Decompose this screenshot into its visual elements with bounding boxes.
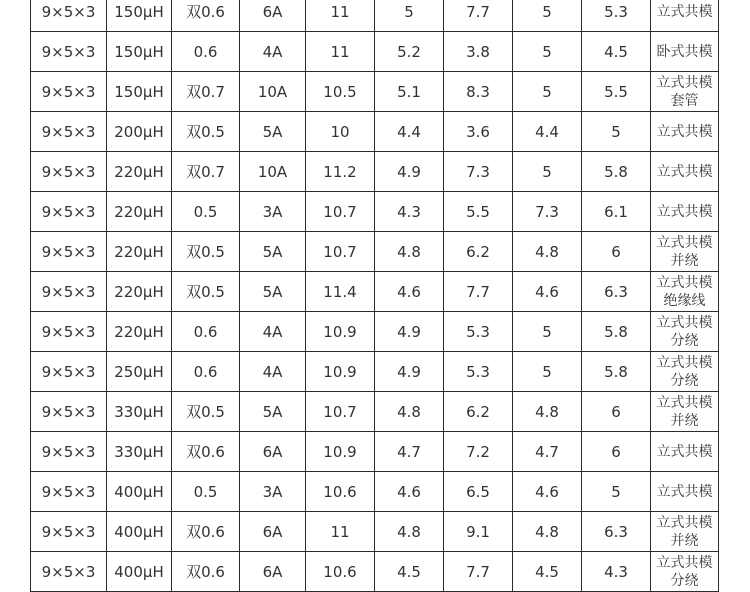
inductance-cell: 220μH [107, 272, 172, 312]
current-rating-cell: 3A [240, 192, 306, 232]
dim-b-cell: 4.4 [375, 112, 444, 152]
dim-c-cell: 3.6 [444, 112, 513, 152]
table-row [31, 32, 719, 72]
type-note-cell [651, 72, 719, 112]
dim-e-cell: 6.1 [582, 192, 651, 232]
dim-c-cell: 8.3 [444, 72, 513, 112]
type-note-line: 立式共模 [656, 314, 713, 331]
table-row [31, 152, 719, 192]
dim-d-cell: 4.7 [513, 432, 582, 472]
type-note-line: 立式共模 [656, 123, 713, 140]
current-rating-cell: 10A [240, 152, 306, 192]
wire-diameter-cell: 双0.7 [172, 152, 240, 192]
dim-a-cell: 10.9 [306, 432, 375, 472]
type-note-line: 立式共模 [656, 483, 713, 500]
dim-c-cell: 5.3 [444, 312, 513, 352]
type-note-line: 并绕 [670, 252, 699, 269]
core-size-cell: 9×5×3 [31, 232, 107, 272]
dim-a-cell: 11.4 [306, 272, 375, 312]
core-size-cell: 9×5×3 [31, 392, 107, 432]
dim-c-cell: 5.5 [444, 192, 513, 232]
dim-d-cell: 7.3 [513, 192, 582, 232]
inductance-cell: 150μH [107, 72, 172, 112]
current-rating-cell: 6A [240, 0, 306, 32]
table-row [31, 72, 719, 112]
dim-a-cell: 10.6 [306, 472, 375, 512]
dim-b-cell: 4.9 [375, 152, 444, 192]
dim-d-cell: 4.4 [513, 112, 582, 152]
dim-d-cell: 4.6 [513, 272, 582, 312]
type-note-cell [651, 272, 719, 312]
core-size-cell: 9×5×3 [31, 112, 107, 152]
type-note-line: 分绕 [670, 372, 699, 389]
type-note-line: 分绕 [670, 332, 699, 349]
inductance-cell: 400μH [107, 552, 172, 592]
dim-c-cell: 5.3 [444, 352, 513, 392]
dim-d-cell: 4.8 [513, 232, 582, 272]
dim-b-cell: 4.8 [375, 392, 444, 432]
inductance-cell: 250μH [107, 352, 172, 392]
wire-diameter-cell: 双0.5 [172, 392, 240, 432]
dim-c-cell: 6.5 [444, 472, 513, 512]
inductance-cell: 200μH [107, 112, 172, 152]
dim-e-cell: 6 [582, 432, 651, 472]
dim-c-cell: 7.7 [444, 552, 513, 592]
wire-diameter-cell: 双0.5 [172, 232, 240, 272]
core-size-cell: 9×5×3 [31, 352, 107, 392]
table-row [31, 312, 719, 352]
dim-a-cell: 10 [306, 112, 375, 152]
dim-b-cell: 5.1 [375, 72, 444, 112]
dim-d-cell: 5 [513, 152, 582, 192]
dim-a-cell: 10.7 [306, 392, 375, 432]
dim-d-cell: 4.5 [513, 552, 582, 592]
table-row [31, 272, 719, 312]
inductance-cell: 150μH [107, 32, 172, 72]
table-row [31, 232, 719, 272]
dim-e-cell: 6 [582, 232, 651, 272]
dim-d-cell: 5 [513, 32, 582, 72]
dim-b-cell: 4.3 [375, 192, 444, 232]
inductance-cell: 220μH [107, 232, 172, 272]
inductance-cell: 400μH [107, 512, 172, 552]
current-rating-cell: 6A [240, 432, 306, 472]
wire-diameter-cell: 双0.6 [172, 0, 240, 32]
inductance-cell: 150μH [107, 0, 172, 32]
core-size-cell: 9×5×3 [31, 312, 107, 352]
dim-a-cell: 11.2 [306, 152, 375, 192]
wire-diameter-cell: 双0.5 [172, 112, 240, 152]
current-rating-cell: 5A [240, 112, 306, 152]
table-row [31, 0, 719, 32]
wire-diameter-cell: 双0.6 [172, 512, 240, 552]
dim-c-cell: 7.7 [444, 0, 513, 32]
core-size-cell: 9×5×3 [31, 272, 107, 312]
type-note-cell [651, 352, 719, 392]
type-note-line: 立式共模 [656, 443, 713, 460]
inductance-cell: 220μH [107, 312, 172, 352]
wire-diameter-cell: 双0.5 [172, 272, 240, 312]
type-note-line: 立式共模 [656, 554, 713, 571]
dim-c-cell: 7.7 [444, 272, 513, 312]
type-note-line: 并绕 [670, 412, 699, 429]
current-rating-cell: 5A [240, 392, 306, 432]
type-note-cell [651, 472, 719, 512]
wire-diameter-cell: 0.5 [172, 472, 240, 512]
current-rating-cell: 6A [240, 552, 306, 592]
dim-e-cell: 5 [582, 112, 651, 152]
type-note-line: 立式共模 [656, 203, 713, 220]
dim-e-cell: 4.3 [582, 552, 651, 592]
dim-e-cell: 6 [582, 392, 651, 432]
type-note-cell [651, 232, 719, 272]
type-note-line: 套管 [670, 92, 699, 109]
dim-a-cell: 11 [306, 32, 375, 72]
core-size-cell: 9×5×3 [31, 152, 107, 192]
core-size-cell: 9×5×3 [31, 512, 107, 552]
dim-c-cell: 3.8 [444, 32, 513, 72]
type-note-line: 立式共模 [656, 394, 713, 411]
inductance-cell: 220μH [107, 152, 172, 192]
wire-diameter-cell: 双0.6 [172, 432, 240, 472]
core-size-cell: 9×5×3 [31, 0, 107, 32]
inductance-cell: 330μH [107, 432, 172, 472]
current-rating-cell: 5A [240, 272, 306, 312]
current-rating-cell: 4A [240, 352, 306, 392]
dim-b-cell: 4.6 [375, 272, 444, 312]
dim-c-cell: 7.3 [444, 152, 513, 192]
dim-d-cell: 5 [513, 0, 582, 32]
current-rating-cell: 4A [240, 312, 306, 352]
dim-e-cell: 5 [582, 472, 651, 512]
dim-b-cell: 4.5 [375, 552, 444, 592]
type-note-cell [651, 392, 719, 432]
table-row [31, 352, 719, 392]
type-note-cell [651, 192, 719, 232]
dim-b-cell: 5 [375, 0, 444, 32]
type-note-line: 并绕 [670, 532, 699, 549]
dim-d-cell: 5 [513, 352, 582, 392]
type-note-cell [651, 512, 719, 552]
dim-c-cell: 6.2 [444, 392, 513, 432]
core-size-cell: 9×5×3 [31, 32, 107, 72]
dim-e-cell: 5.8 [582, 312, 651, 352]
inductance-cell: 220μH [107, 192, 172, 232]
dim-d-cell: 5 [513, 312, 582, 352]
type-note-cell [651, 152, 719, 192]
dim-a-cell: 10.9 [306, 312, 375, 352]
dim-b-cell: 5.2 [375, 32, 444, 72]
dim-d-cell: 4.8 [513, 392, 582, 432]
table-body [31, 0, 719, 592]
dim-e-cell: 4.5 [582, 32, 651, 72]
dim-b-cell: 4.8 [375, 232, 444, 272]
core-size-cell: 9×5×3 [31, 72, 107, 112]
inductance-cell: 400μH [107, 472, 172, 512]
dim-c-cell: 7.2 [444, 432, 513, 472]
dim-d-cell: 4.6 [513, 472, 582, 512]
wire-diameter-cell: 双0.7 [172, 72, 240, 112]
type-note-line: 卧式共模 [656, 43, 713, 60]
type-note-cell [651, 432, 719, 472]
current-rating-cell: 4A [240, 32, 306, 72]
core-size-cell: 9×5×3 [31, 552, 107, 592]
dim-e-cell: 5.8 [582, 352, 651, 392]
dim-a-cell: 11 [306, 0, 375, 32]
dim-a-cell: 11 [306, 512, 375, 552]
wire-diameter-cell: 0.6 [172, 32, 240, 72]
current-rating-cell: 6A [240, 512, 306, 552]
core-size-cell: 9×5×3 [31, 472, 107, 512]
dim-e-cell: 5.3 [582, 0, 651, 32]
dim-c-cell: 6.2 [444, 232, 513, 272]
dim-a-cell: 10.7 [306, 232, 375, 272]
dim-b-cell: 4.9 [375, 312, 444, 352]
wire-diameter-cell: 双0.6 [172, 552, 240, 592]
type-note-line: 立式共模 [656, 234, 713, 251]
current-rating-cell: 5A [240, 232, 306, 272]
dim-b-cell: 4.7 [375, 432, 444, 472]
table-row [31, 512, 719, 552]
type-note-cell [651, 0, 719, 32]
type-note-line: 立式共模 [656, 354, 713, 371]
table-row [31, 472, 719, 512]
dim-a-cell: 10.6 [306, 552, 375, 592]
dim-e-cell: 6.3 [582, 512, 651, 552]
spec-table-container [30, 0, 719, 592]
dim-b-cell: 4.8 [375, 512, 444, 552]
table-row [31, 392, 719, 432]
type-note-cell [651, 112, 719, 152]
wire-diameter-cell: 0.6 [172, 312, 240, 352]
type-note-line: 立式共模 [656, 3, 713, 20]
table-row [31, 432, 719, 472]
dim-c-cell: 9.1 [444, 512, 513, 552]
current-rating-cell: 3A [240, 472, 306, 512]
table-row [31, 192, 719, 232]
type-note-cell [651, 32, 719, 72]
type-note-line: 立式共模 [656, 514, 713, 531]
type-note-line: 分绕 [670, 572, 699, 589]
type-note-line: 绝缘线 [663, 292, 706, 309]
wire-diameter-cell: 0.5 [172, 192, 240, 232]
inductance-cell: 330μH [107, 392, 172, 432]
dim-a-cell: 10.7 [306, 192, 375, 232]
dim-b-cell: 4.6 [375, 472, 444, 512]
dim-a-cell: 10.9 [306, 352, 375, 392]
type-note-line: 立式共模 [656, 274, 713, 291]
dim-e-cell: 6.3 [582, 272, 651, 312]
dim-a-cell: 10.5 [306, 72, 375, 112]
type-note-cell [651, 312, 719, 352]
inductor-spec-table [30, 0, 719, 592]
core-size-cell: 9×5×3 [31, 432, 107, 472]
dim-d-cell: 4.8 [513, 512, 582, 552]
table-row [31, 112, 719, 152]
wire-diameter-cell: 0.6 [172, 352, 240, 392]
dim-b-cell: 4.9 [375, 352, 444, 392]
type-note-line: 立式共模 [656, 74, 713, 91]
dim-d-cell: 5 [513, 72, 582, 112]
dim-e-cell: 5.5 [582, 72, 651, 112]
type-note-line: 立式共模 [656, 163, 713, 180]
current-rating-cell: 10A [240, 72, 306, 112]
dim-e-cell: 5.8 [582, 152, 651, 192]
core-size-cell: 9×5×3 [31, 192, 107, 232]
